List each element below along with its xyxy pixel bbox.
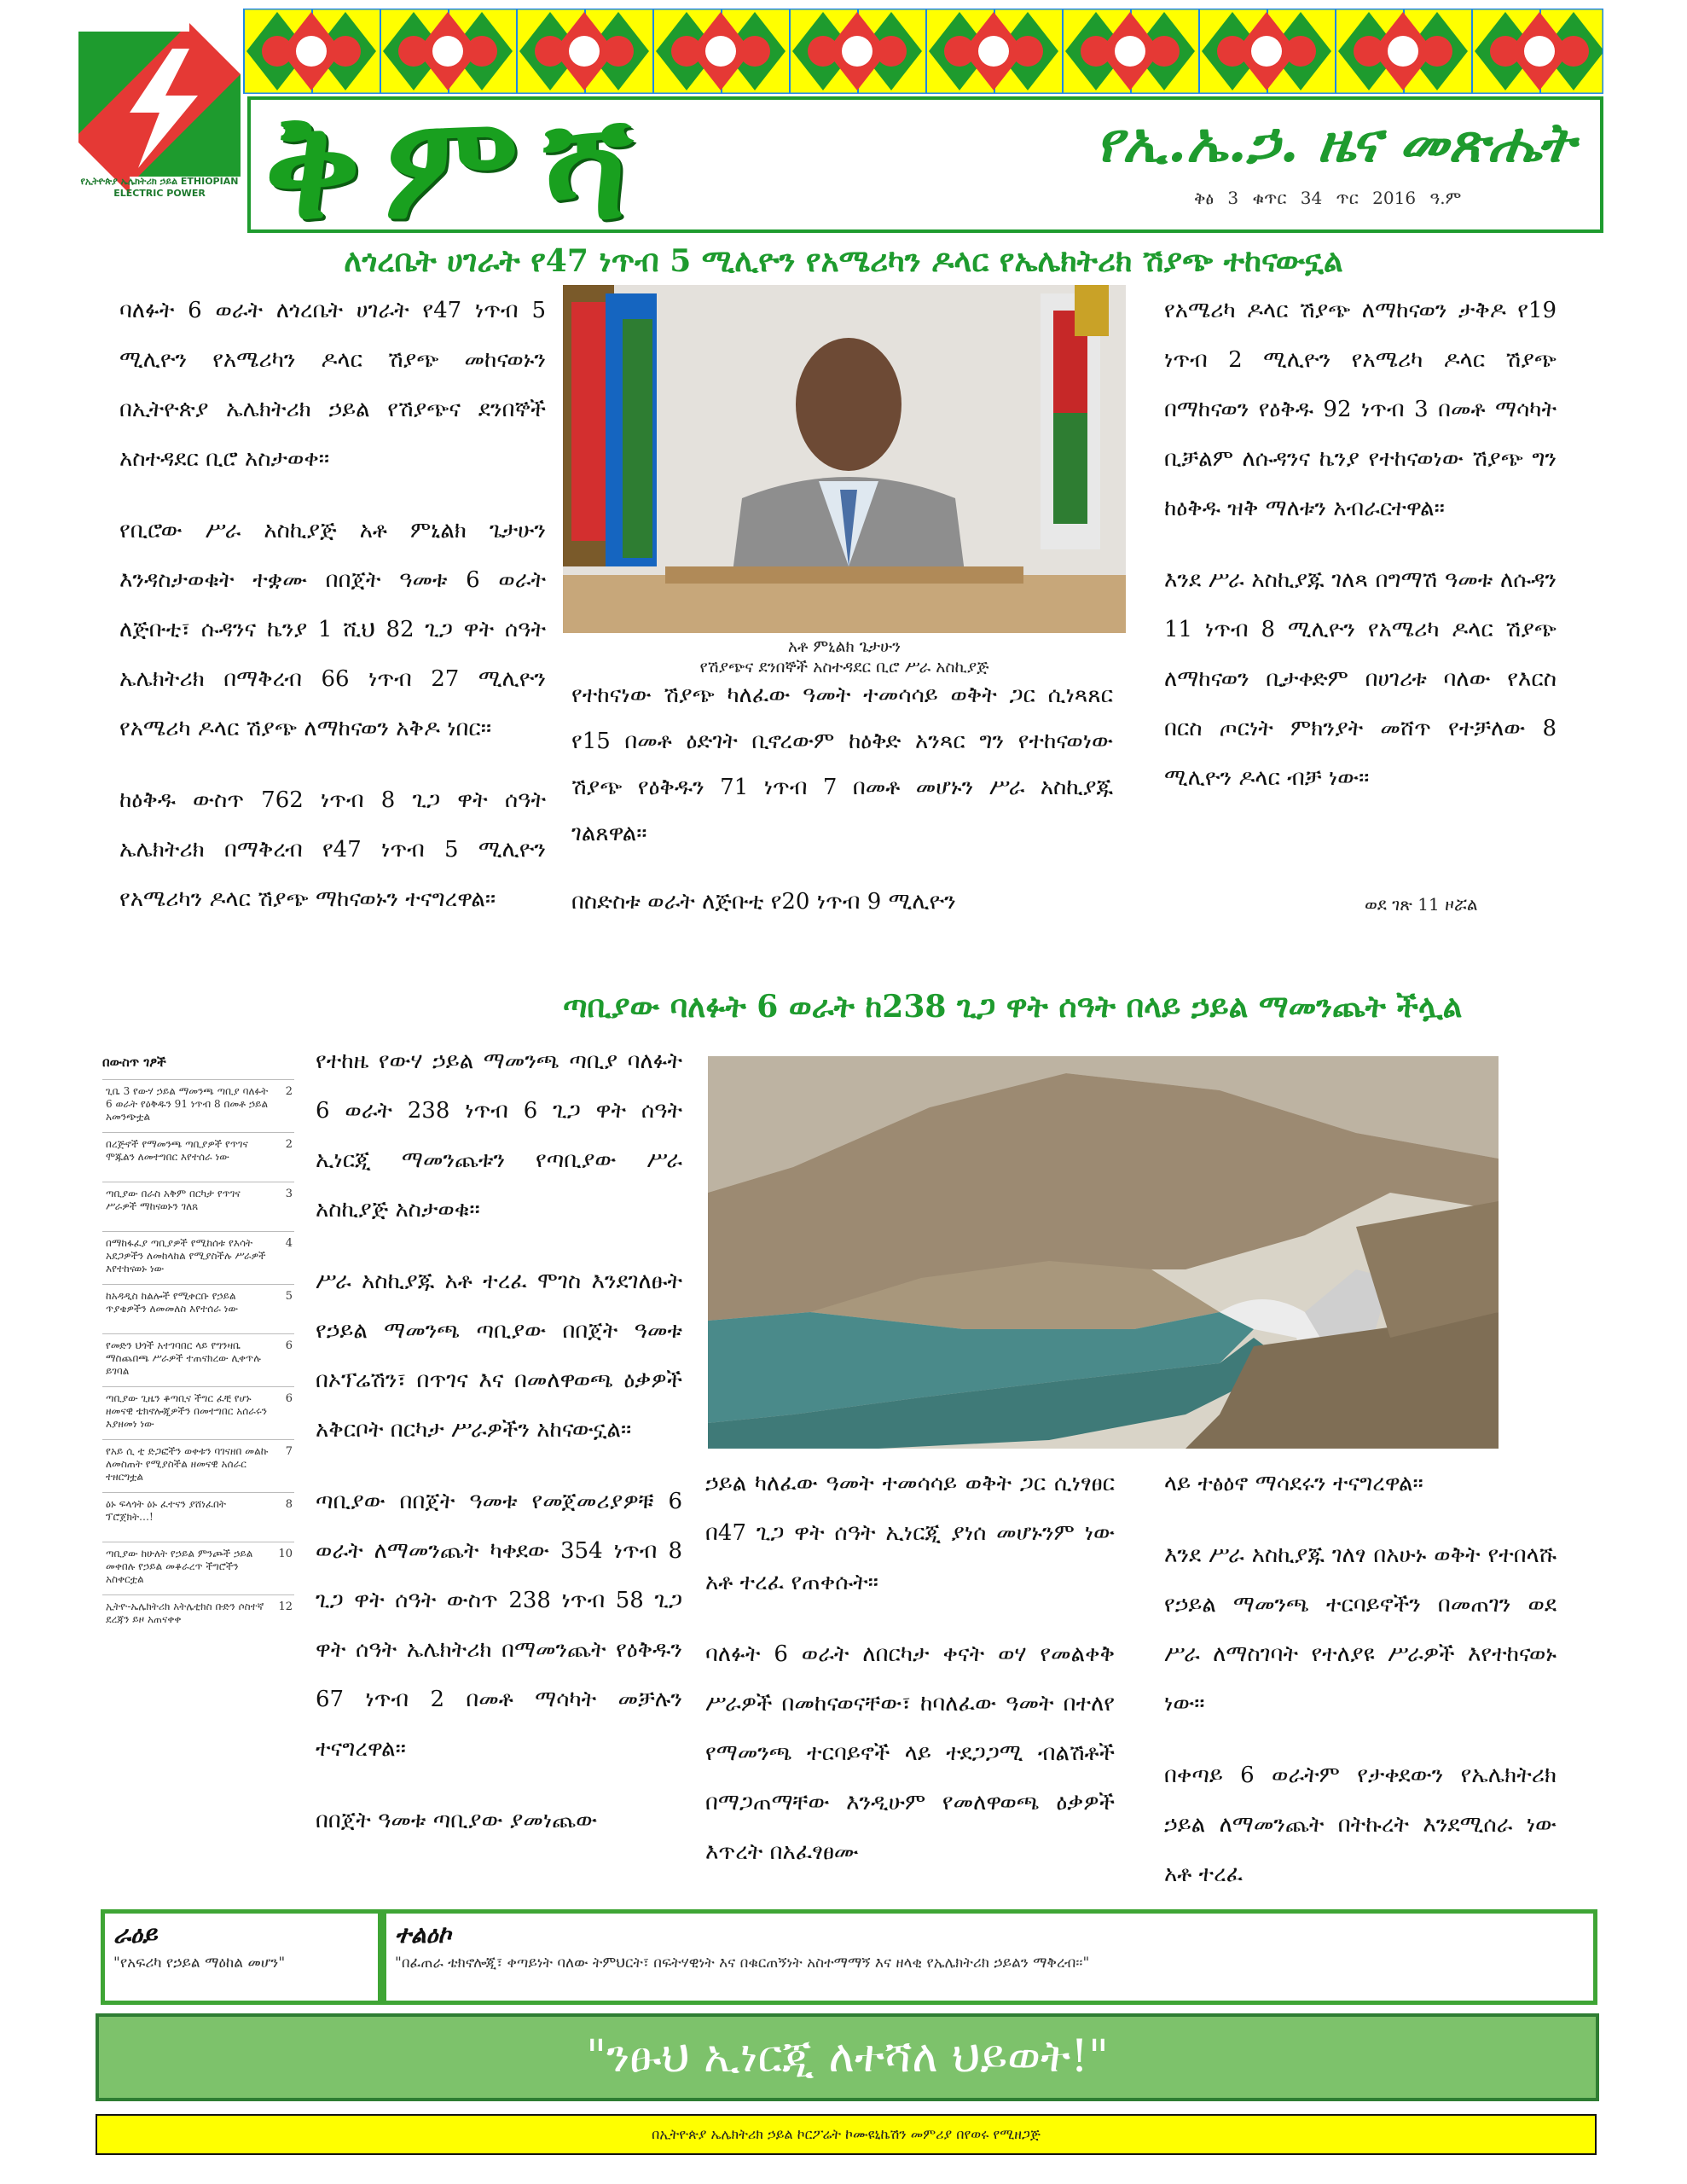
contents-sidebar <box>102 1056 294 1644</box>
paragraph: የአሜሪካ ዶላር ሽያጭ ለማከናወን ታቅዶ የ19 ነጥብ 2 ሚሊዮን የአሜሪካ ዶላር ሽያጭ በማከናወን የዕቅዱ 92 ነጥብ 3 በመቶ ማሳካት ቢቻልም ለሱዳንና ኬንያ የተከናወነው ሽያጭ ግን ከዕቅዱ ዝቅ ማለቱን አብራርተዋል፡፡ <box>1164 298 1557 521</box>
slogan-banner: "ንፁህ ኢነርጂ ለተሻለ ህይወት!" <box>96 2013 1599 2101</box>
paragraph: የተከናነው ሽያጭ ካለፈው ዓመት ተመሳሳይ ወቅት ጋር ሲነጻጸር የ15 በመቶ ዕድገት ቢኖረውም ከዕቅድ አንጻር ግን የተከናወነው ሽያጭ የዕቅዱን 71 ነጥብ 7 በመቶ መሆኑን ሥራ አስኪያጁ ገልጸዋል፡፡ <box>571 682 1113 846</box>
caption-title: የሽያጭና ደንበኞች አስተዳደር ቢሮ ሥራ አስኪያጅ <box>699 658 989 677</box>
mission-title: ተልዕኮ <box>395 1920 451 1949</box>
contents-item[interactable]: ጣቢያው በራስ አቅም በርካታ የጥገና ሥራዎች ማከናወኑን ገለጸ 3 <box>102 1182 294 1231</box>
decorative-pattern-band <box>243 9 1603 94</box>
page-number: 3 <box>285 1188 293 1200</box>
mission-text: "በፈጠራ ቴክኖሎጂ፣ ቀጣይነት ባለው ትምህርት፣ በፍትሃዊነት እና በቁርጠኝነት አስተማማኝ እና ዘላቂ የኤሌክትሪክ ኃይልን ማቅረብ፡፡" <box>395 1955 1090 1972</box>
headline-tekeze-station: ጣቢያው ባለፉት 6 ወራት ከ238 ጊጋ ዋት ሰዓት በላይ ኃይል ማመንጨት ችሏል <box>563 989 1463 1025</box>
contents-item[interactable]: ኢትዮ-ኤሌክትሪክ አትሌቲክስ ቡድን ሶስተኛ ደረጃን ይዞ አጠናቀቀ 12 <box>102 1594 294 1644</box>
manager-portrait-photo <box>563 285 1126 633</box>
page-number: 4 <box>285 1237 293 1250</box>
contents-item[interactable]: ከአዳዲስ ከልሎች የሚቀርቡ የኃይል ጥያቄዎችን ለመመለስ እየተሰራ ነው 5 <box>102 1284 294 1333</box>
paragraph: ላይ ተፅዕኖ ማሳደሩን ተናግረዋል፡፡ <box>1164 1471 1423 1496</box>
page-number: 8 <box>285 1498 293 1511</box>
newsletter-title: ቅምሻ <box>264 82 656 251</box>
vision-title: ራዕይ <box>113 1920 158 1949</box>
contents-item[interactable]: በረጅኖች የማመንጫ ጣቢያዎች የጥገና ሞጁልን ለመተግበር እየተሰራ ነው 2 <box>102 1132 294 1182</box>
paragraph: ኃይል ካለፈው ዓመት ተመሳሳይ ወቅት ጋር ሲነፃፀር በ47 ጊጋ ዋት ሰዓት ኢነርጂ ያነሰ መሆኑንም ነው አቶ ተረፈ የጠቀሱት፡፡ <box>705 1471 1115 1595</box>
article-2-column-2 <box>705 1459 1115 1899</box>
continued-on-page: ወደ ገጽ 11 ዞሯል <box>1365 894 1478 915</box>
paragraph: በቀጣይ 6 ወራትም የታቀደውን የኤሌክትሪክ ኃይል ለማመንጨት በትኩረት እንደሚሰራ ነው አቶ ተረፈ <box>1164 1763 1557 1887</box>
paragraph: በበጀት ዓመቱ ጣቢያው ያመነጨው <box>316 1808 598 1833</box>
paragraph: በስድስቱ ወራት ለጅቡቲ የ20 ነጥብ 9 ሚሊዮን <box>571 889 956 915</box>
paragraph: ሥራ አስኪያጁ አቶ ተረፈ ሞገስ እንደገለፁት የኃይል ማመንጫ ጣቢያው በበጀት ዓመቱ በኦፕሬሽን፣ በጥገና እና በመለዋወጫ ዕቃዎች አቅርቦት በርካታ ሥራዎችን አከናውኗል፡፡ <box>316 1269 682 1443</box>
contents-item[interactable]: ዕኑ ፍላጎት ዕኑ ፈተናን ያሸነፈበት ፕሮጀክት…! 8 <box>102 1492 294 1542</box>
dam-landscape-photo <box>708 1056 1499 1449</box>
page-number: 10 <box>278 1548 293 1560</box>
contents-item[interactable]: የአይ ሲ ቲ ድጋፎችን ወቀቱን ባገናዘበ መልኩ ለመስጠት የሚያስችል ዘመናዊ አሰራር ተዘርግቷል 7 <box>102 1439 294 1492</box>
paragraph: ባለፉት 6 ወራት ለበርካታ ቀናት ወሃ የመልቀቅ ሥራዎች በመከናወናቸው፣ ከባለፈው ዓመት በተለየ የማመንጫ ተርባይኖች ላይ ተደጋጋሚ ብልሽቶች በማጋጠማቸው እንዲሁም የመለዋወጫ ዕቃዎች እጥረት በአፈፃፀሙ <box>705 1641 1115 1865</box>
paragraph: ከዕቅዱ ውስጥ 762 ነጥብ 8 ጊጋ ዋት ሰዓት ኤሌክትሪክ በማቅረብ የ47 ነጥብ 5 ሚሊዮን የአሜሪካን ዶላር ሽያጭ ማከናወኑን ተናግረዋል፡፡ <box>119 787 546 912</box>
newsletter-subtitle: የኢ.ኤ.ኃ. ዜና መጽሔት <box>1096 111 1575 175</box>
page-number: 6 <box>285 1392 293 1405</box>
article-2-column-3 <box>1164 1459 1557 1921</box>
contents-item[interactable]: በማከፋፈያ ጣቢያዎች የሚከሰቱ የእሳት አደጋዎችን ለመከላከል የሚያስችሉ ሥራዎች እየተከናወኑ ነው 4 <box>102 1231 294 1284</box>
contents-item[interactable]: ጣቢያው ጊዜን ቆጣቢና ችግር ፈቺ የሆኑ ዘመናዊ ቴክኖሎጂዎችን በመተግበር አሰራሩን እያዘመነ ነው 6 <box>102 1386 294 1439</box>
vision-box <box>101 1909 382 2005</box>
article-1-column-2 <box>571 672 1113 947</box>
paragraph: እንደ ሥራ አስኪያጁ ገለፃ በአሁኑ ወቅት የተበላሹ የኃይል ማመንጫ ተርባይኖችን በመጠገን ወደ ሥራ ለማስገባት የተለያዩ ሥራዎች እየተከናወኑ ነው፡፡ <box>1164 1542 1557 1716</box>
article-1-column-1 <box>119 286 546 946</box>
issue-info: ቅፅ 3 ቁጥር 34 ጥር 2016 ዓ.ም <box>1194 188 1462 208</box>
headline-export-sales: ለጎረቤት ሀገራት የ47 ነጥብ 5 ሚሊዮን የአሜሪካን ዶላር የኤሌክትሪክ ሽያጭ ተከናውኗል <box>344 243 1343 279</box>
footer-bar: በኢትዮጵያ ኤሌክትሪክ ኃይል ኮርፖሬት ኮሙዩኒኬሽን መምሪያ በየወሩ የሚዘጋጅ <box>96 2114 1597 2155</box>
paragraph: ጣቢያው በበጀት ዓመቱ የመጀመሪያዎቹ 6 ወራት ለማመንጨት ካቀደው 354 ነጥብ 8 ጊጋ ዋት ሰዓት ውስጥ 238 ነጥብ 58 ጊጋ ዋት ሰዓት ኤሌክትሪክ በማመንጨት የዕቅዱን 67 ነጥብ 2 በመቶ ማሳካት መቻሉን ተናግረዋል፡፡ <box>316 1489 682 1762</box>
page-number: 5 <box>285 1290 293 1303</box>
page-number: 6 <box>285 1339 293 1352</box>
page-number: 12 <box>278 1600 293 1613</box>
paragraph: እንደ ሥራ አስኪያጁ ገለጻ በግማሽ ዓመቱ ለሱዳን 11 ነጥብ 8 ሚሊዮን የአሜሪካ ዶላር ሽያጭ ለማከናወን ቢታቀድም በሀገሪቱ ባለው የእርስ በርስ ጦርነት ምክንያት መሸጥ የተቻለው 8 ሚሊዮን ዶላር ብቻ ነው፡፡ <box>1164 567 1557 791</box>
caption-name: አቶ ምኒልክ ጌታሁን <box>787 637 901 656</box>
paragraph: የተከዜ የውሃ ኃይል ማመንጫ ጣቢያ ባለፉት 6 ወራት 238 ነጥብ 6 ጊጋ ዋት ሰዓት ኢነርጂ ማመንጨቱን የጣቢያው ሥራ አስኪያጅ አስታወቁ፡፡ <box>316 1048 682 1223</box>
article-2-column-1 <box>316 1037 682 1867</box>
photo-caption <box>563 636 1126 677</box>
paragraph: ባለፉት 6 ወራት ለጎረቤት ሀገራት የ47 ነጥብ 5 ሚሊዮን የአሜሪካን ዶላር ሽያጭ መከናወኑን በኢትዮጵያ ኤሌክትሪክ ኃይል የሽያጭና ደንበኞች አስተዳደር ቢሮ አስታወቀ፡፡ <box>119 298 546 472</box>
page-number: 2 <box>285 1085 293 1098</box>
vision-text: "የአፍሪካ የኃይል ማዕከል መሆን" <box>113 1955 286 1972</box>
contents-title: በውስጥ ገፆች <box>102 1054 166 1070</box>
page-number: 2 <box>285 1138 293 1151</box>
article-1-column-3 <box>1164 286 1557 825</box>
contents-item[interactable]: ጊቤ 3 የውሃ ኃይል ማመንጫ ጣቢያ ባለፉት 6 ወራት የዕቅዱን 91 ነጥብ 8 በመቶ ኃይል አመንጭቷል 2 <box>102 1079 294 1132</box>
paragraph: የቢሮው ሥራ አስኪያጅ አቶ ምኒልክ ጌታሁን እንዳስታወቁት ተቋሙ በበጀት ዓመቱ 6 ወራት ለጅቡቲ፣ ሱዳንና ኬንያ 1 ሺህ 82 ጊጋ ዋት ሰዓት ኤሌክትሪክ በማቅረብ 66 ነጥብ 27 ሚሊዮን የአሜሪካ ዶላር ሽያጭ ለማከናወን አቅዶ ነበር፡፡ <box>119 518 546 741</box>
contents-item[interactable]: የመድን ህጎች አተገባበር ላይ የግንዛቤ ማስጨበጫ ሥራዎች ተጠናክረው ሊቀጥሉ ይገባል 6 <box>102 1333 294 1386</box>
mission-box <box>382 1909 1597 2005</box>
logo-caption: የኢትዮጵያ ኤሌክትሪክ ኃይል ETHIOPIAN ELECTRIC POWER <box>80 176 239 199</box>
contents-item[interactable]: ጣቢያው ከሁለት የኃይል ምንጮች ኃይል መቀበሉ የኃይል መቆራረጥ ችግሮችን አስቀርቷል 10 <box>102 1542 294 1594</box>
page-number: 7 <box>285 1445 293 1458</box>
